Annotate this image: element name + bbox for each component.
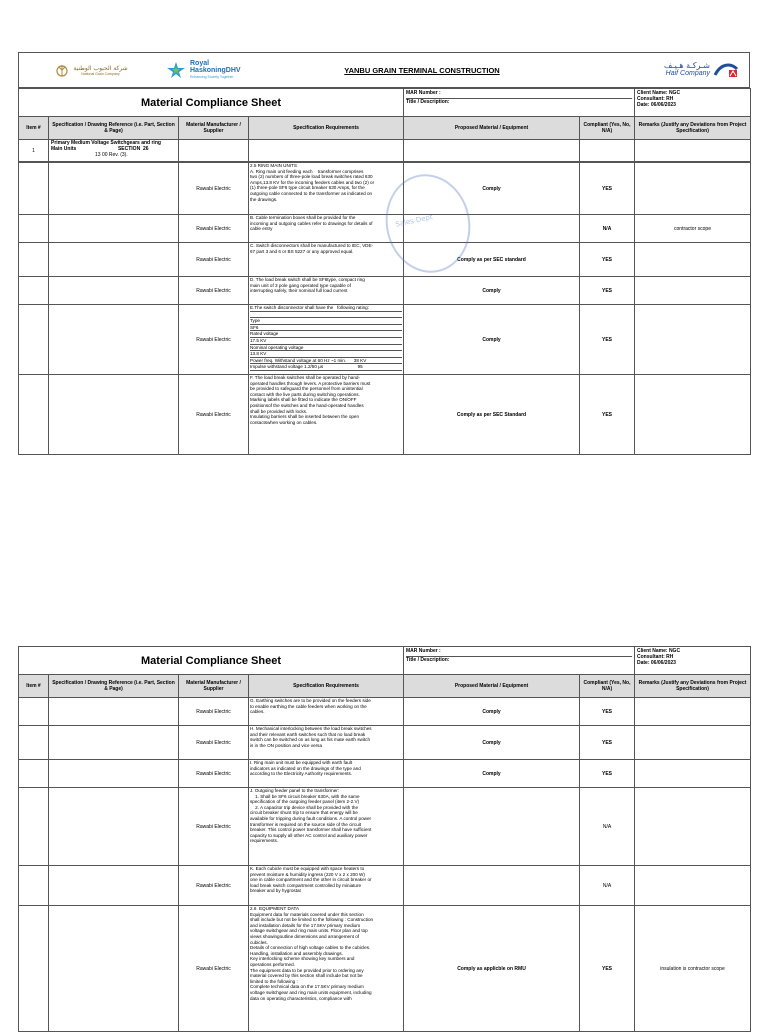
requirement-line: C. Switch disconnectors shall be manufactured to IEC, VDE- (250, 243, 374, 248)
page-1-body (18, 162, 751, 455)
requirement-line: K. Each cubicle must be equipped with space heaters to (250, 866, 365, 871)
compliant-cell: YES (580, 243, 635, 277)
proposed-cell (404, 788, 580, 866)
requirement-line: main unit of 3 pole gang operated type capable of (250, 282, 351, 288)
spec-ref-cell (49, 788, 179, 866)
haskoning-text: HaskoningDHV (190, 66, 241, 74)
spec-ref-cell (49, 277, 179, 305)
item-cell (19, 760, 49, 788)
compliant-cell: N/A (580, 788, 635, 866)
requirement-line: Rated voltage (250, 331, 402, 338)
requirement-line: cable entry (250, 226, 273, 232)
requirement-cell (249, 698, 404, 726)
requirement-line: F. The load break switches shall be operated by hand- (250, 375, 360, 380)
stamp-text: Sales Dept (394, 213, 434, 229)
requirement-line: The equipment data to be provided prior to ordering any (250, 967, 364, 973)
remarks-cell (635, 760, 751, 788)
requirement-line: J. Outgoing feeder panel to the transformer: (250, 788, 340, 793)
spec-ref-line: 13 00 Rev. (3). (95, 152, 128, 158)
remarks-cell (635, 305, 751, 375)
requirement-line: indicators as indicated on the drawings of the type and (250, 765, 361, 771)
requirement-line: two (2) numbers of three-pole load break switches rated 630 (250, 174, 373, 180)
requirement-line: A. Ring main unit feeding each transformer comprises (250, 168, 364, 174)
compliant-cell: YES (580, 698, 635, 726)
client-name: Client Name: NGC (637, 648, 681, 654)
haif-arabic: شـركـة هـيـف (663, 61, 710, 70)
col-spec-req: Specification Requirements (249, 117, 404, 140)
col-compliant: Compliant (Yes, No, N/A) (580, 675, 635, 698)
compliant-cell: YES (580, 277, 635, 305)
requirement-line: interrupting safely, their nominal full load current (250, 288, 348, 294)
requirement-cell (249, 243, 404, 277)
mar-block (404, 89, 635, 117)
requirement-line: requirements. (250, 838, 279, 844)
requirement-line: Amps,13.8 KV for the incoming feeders cables and two (2) or (250, 179, 375, 185)
requirement-line: breaker and by hygrostat (250, 888, 301, 894)
table-row (19, 375, 751, 455)
requirement-line: 17.5 KV (250, 338, 402, 345)
requirement-cell (249, 788, 404, 866)
requirement-line: shall include but not be limited to the following : Construction (250, 917, 374, 923)
requirement-line: voltage switchgear and ring main units equipment, including (250, 989, 372, 995)
table-row (19, 163, 751, 215)
requirement-line: shall be provided with locks. (250, 408, 308, 414)
requirement-line: 2.6 EQUIPMENT DATA (250, 906, 300, 911)
compliant-cell: N/A (580, 866, 635, 906)
client-name: Client Name: NGC (637, 90, 681, 96)
item-cell (19, 726, 49, 760)
requirement-line: transformer is required on the source side of the circuit (250, 821, 362, 827)
requirement-line: 13.8 KV (250, 351, 402, 358)
national-grain-logo (19, 53, 164, 88)
requirement-line: capacity to supply all other AC control and auxiliary power (250, 832, 368, 838)
sheet-header-1 (18, 88, 751, 162)
proposed-cell (404, 866, 580, 906)
spec-ref-cell (49, 243, 179, 277)
spec-ref-line: Primary Medium Voltage Switchgears and ring (51, 140, 161, 146)
compliant-cell: N/A (580, 215, 635, 243)
table-row (19, 243, 751, 277)
haif-emblem-icon (713, 61, 739, 79)
national-grain-arabic: شركة الحبوب الوطنية (73, 64, 128, 72)
requirement-line: D. The load break switch shall be SF6type, compact ring (250, 277, 365, 282)
proposed-cell: Comply (404, 305, 580, 375)
proposed-cell: Comply (404, 726, 580, 760)
requirement-line: specification of the outgoing feeder panel (item 2-2.V) (250, 799, 360, 805)
requirement-line: H. Mechanical interlocking between the load break switches (250, 726, 372, 731)
proposed-cell: Comply as per SEC Standard (404, 375, 580, 455)
compliant-cell: YES (580, 305, 635, 375)
manufacturer-cell: Rawabi Electric (179, 788, 249, 866)
requirement-line: 67 part 3 and 6 or BS 5227 or any approved equal. (250, 248, 354, 254)
haif-english: Haif Company (665, 70, 710, 77)
title-description: Title / Description: (406, 657, 450, 663)
remarks-cell (635, 866, 751, 906)
compliant-cell: YES (580, 375, 635, 455)
requirement-line: Key interlocking scheme showing key numbers and (250, 956, 355, 962)
requirement-line: material covered by this section shall include but not be (250, 973, 363, 979)
item-cell (19, 215, 49, 243)
requirement-line: Type (250, 318, 402, 325)
item-row (19, 140, 751, 162)
manufacturer-cell: Rawabi Electric (179, 866, 249, 906)
requirement-line: operations performed. (250, 961, 295, 967)
requirement-line: Equipment data for materials covered under this section (250, 911, 364, 917)
requirement-line: and installation details for the 17.5KV primary medium (250, 922, 361, 928)
requirement-line: the drawings. (250, 196, 278, 202)
spec-ref-cell (49, 163, 179, 215)
manufacturer-cell: Rawabi Electric (179, 726, 249, 760)
logo-header (18, 52, 750, 88)
consultant: Consultant: RH (637, 654, 674, 660)
requirement-line: incoming and outgoing cables refer to drawings for details of (250, 220, 373, 226)
requirement-line: 2. A capacitor trip device shall be provided with the (250, 804, 359, 810)
table-row (19, 788, 751, 866)
requirement-line: Impulse withstand voltage 1.2/50 µs 95 (250, 364, 402, 371)
requirement-cell (249, 760, 404, 788)
spec-ref-cell (49, 726, 179, 760)
star-logo-icon (165, 61, 187, 79)
proposed-cell: Comply (404, 277, 580, 305)
requirement-line: cubicles. (250, 939, 268, 945)
compliant-cell: YES (580, 163, 635, 215)
sheet-header-2 (18, 646, 751, 1032)
col-remarks: Remarks (Justify any Deviations from Project Specification) (635, 117, 751, 140)
remarks-cell (635, 163, 751, 215)
requirement-line: Power freq. Withstand voltage at 60 Hz ~1 min. 38 KV (250, 358, 402, 365)
manufacturer-cell: Rawabi Electric (179, 163, 249, 215)
requirement-line: Details of connection of high voltage cables to the cubicles. (250, 945, 371, 951)
spec-ref-cell (49, 866, 179, 906)
requirement-cell (249, 163, 404, 215)
mar-number: MAR Number : (406, 648, 632, 657)
item-cell (19, 375, 49, 455)
column-header-row (19, 117, 751, 140)
requirement-line: I. Ring main unit must be equipped with earth fault (250, 760, 353, 765)
project-title: YANBU GRAIN TERMINAL CONSTRUCTION (277, 53, 567, 88)
requirement-line: is in the ON position and vice versa (250, 742, 323, 748)
page-2 (18, 646, 750, 1032)
spec-ref-cell (49, 698, 179, 726)
requirement-cell (249, 726, 404, 760)
table-row (19, 726, 751, 760)
requirement-line: prevent moisture & humidity ingress (220 V x 2 x 200 W) (250, 871, 365, 877)
table-row (19, 277, 751, 305)
requirement-line: Nominal operating voltage (250, 345, 402, 352)
date: Date: 06/06/2023 (637, 660, 676, 666)
requirement-line: (1) three-pole SF6 type circuit breaker 630 Amps, for the (250, 185, 365, 191)
compliant-cell: YES (580, 760, 635, 788)
requirement-cell (249, 906, 404, 1032)
item-cell (19, 163, 49, 215)
manufacturer-cell: Rawabi Electric (179, 305, 249, 375)
client-block (635, 89, 751, 117)
consultant: Consultant: RH (637, 96, 674, 102)
national-grain-english: National Grain Company (81, 71, 120, 76)
manufacturer-cell: Rawabi Electric (179, 760, 249, 788)
mar-block (404, 647, 635, 675)
sheet-title: Material Compliance Sheet (19, 89, 404, 117)
requirement-line: E.The switch disconnector shall have the following rating: (250, 305, 402, 312)
manufacturer-cell: Rawabi Electric (179, 243, 249, 277)
item-number: 1 (19, 140, 49, 162)
col-compliant: Compliant (Yes, No, N/A) (580, 117, 635, 140)
col-manufacturer: Material Manufacturer / Supplier (179, 117, 249, 140)
requirement-cell (249, 866, 404, 906)
table-row (19, 215, 751, 243)
title-description: Title / Description: (406, 99, 450, 105)
table-row (19, 760, 751, 788)
requirement-line: and their relevant earth switches such that no load break (250, 731, 366, 737)
proposed-cell: Comply (404, 760, 580, 788)
requirement-line: Insulating barriers shall be inserted between the open (250, 414, 360, 420)
col-spec-ref: Specification / Drawing Reference (i.e. Part, Section & Page) (49, 675, 179, 698)
col-item: Item # (19, 675, 49, 698)
col-proposed: Proposed Material / Equipment (404, 117, 580, 140)
requirement-line: 2.5 RING MAIN UNITS (250, 163, 297, 168)
remarks-cell (635, 375, 751, 455)
requirement-line: circuit breaker shunt trip to ensure that energy will be (250, 810, 358, 816)
requirement-line: contact with the live parts during switching operations. (250, 391, 360, 397)
remarks-cell (635, 726, 751, 760)
spec-ref-cell (49, 375, 179, 455)
requirement-line: G. Earthing switches are to be provided on the feeders side (250, 698, 371, 703)
requirement-line: outgoing cable connected to the transformer as indicated on (250, 190, 373, 196)
manufacturer-cell: Rawabi Electric (179, 698, 249, 726)
col-proposed: Proposed Material / Equipment (404, 675, 580, 698)
requirement-line: cables. (250, 709, 265, 715)
manufacturer-cell: Rawabi Electric (179, 277, 249, 305)
spec-ref-cell (49, 760, 179, 788)
requirement-line: data on operating characteristics, compliance with (250, 995, 352, 1001)
col-spec-ref: Specification / Drawing Reference (i.e. Part, Section & Page) (49, 117, 179, 140)
requirement-line: Complete technical data on the 17.5KV primary medium (250, 984, 364, 990)
remarks-cell (635, 243, 751, 277)
item-cell (19, 788, 49, 866)
remarks-cell: contractor scope (635, 215, 751, 243)
royal-text: Royal (190, 59, 210, 67)
proposed-cell: Comply as applicble on RMU (404, 906, 580, 1032)
haif-company-logo (567, 53, 750, 88)
requirement-line: 1. Shall be SF6 circuit breaker 630A, with the same (250, 793, 360, 799)
requirement-line: positionsof the switches and the hand-operated handles (250, 402, 364, 408)
item-cell (19, 243, 49, 277)
item-cell (19, 906, 49, 1032)
manufacturer-cell: Rawabi Electric (179, 375, 249, 455)
item-cell (19, 305, 49, 375)
col-spec-req: Specification Requirements (249, 675, 404, 698)
proposed-cell: Comply (404, 698, 580, 726)
requirement-line: Marking labels shall be fitted to indicate the ON/OFF (250, 397, 357, 403)
table-row (19, 866, 751, 906)
requirement-line: views showingoutline dimensions and arrangement of (250, 933, 360, 939)
requirement-line: be provided to safeguard the personnel from unintential (250, 386, 363, 392)
requirement-line: load break switch compartment controlled by miniature (250, 882, 362, 888)
requirement-line (250, 312, 402, 319)
proposed-cell (404, 215, 580, 243)
requirement-line: voltage switchgear and ring main units. Floor plan and top (250, 928, 368, 934)
requirement-line: one in cable compartment and the other in circuit breaker or (250, 877, 372, 883)
remarks-cell (635, 698, 751, 726)
haskoning-tagline: Enhancing Society Together (190, 74, 234, 79)
col-manufacturer: Material Manufacturer / Supplier (179, 675, 249, 698)
date: Date: 06/06/2023 (637, 102, 676, 108)
col-item: Item # (19, 117, 49, 140)
table-row (19, 698, 751, 726)
requirement-line: to enable earthing the cable feeders when working on the (250, 703, 367, 709)
item-cell (19, 698, 49, 726)
proposed-cell: Comply (404, 163, 580, 215)
requirement-line: contactswhen working on cables. (250, 419, 318, 425)
compliant-cell: YES (580, 726, 635, 760)
remarks-cell (635, 277, 751, 305)
spec-ref-cell (49, 906, 179, 1032)
proposed-cell: Comply as per SEC standard (404, 243, 580, 277)
manufacturer-cell: Rawabi Electric (179, 215, 249, 243)
requirement-cell (249, 277, 404, 305)
item-spec-ref (49, 140, 179, 162)
client-block (635, 647, 751, 675)
requirement-line: B. Cable termination boxes shall be provided for the (250, 215, 356, 220)
wheat-emblem-icon (54, 63, 70, 77)
column-header-row (19, 675, 751, 698)
manufacturer-cell: Rawabi Electric (179, 906, 249, 1032)
compliant-cell: YES (580, 906, 635, 1032)
requirement-cell (249, 305, 404, 375)
remarks-cell: insulation is contractor scope (635, 906, 751, 1032)
requirement-line: available for tripping during fault conditions. A control power (250, 815, 372, 821)
spec-ref-cell (49, 215, 179, 243)
requirement-line: operated handles through levers. A protective barriers must (250, 380, 371, 386)
table-row (19, 906, 751, 1032)
spec-ref-cell (49, 305, 179, 375)
mar-number: MAR Number : (406, 90, 632, 99)
requirement-line: Handling, installation and assembly drawings. (250, 950, 343, 956)
requirement-cell (249, 375, 404, 455)
remarks-cell (635, 788, 751, 866)
col-remarks: Remarks (Justify any Deviations from Project Specification) (635, 675, 751, 698)
item-cell (19, 866, 49, 906)
requirement-line: switch can be switched on as long as his mate earth switch (250, 737, 371, 743)
requirement-line: breaker. This control power transformer shall have sufficient (250, 827, 372, 833)
spec-ref-line: Main Units SECTION 26 (51, 146, 149, 152)
sheet-title: Material Compliance Sheet (19, 647, 404, 675)
requirement-line: according to the Electricity Authority requirements. (250, 771, 353, 777)
page-1 (18, 52, 750, 455)
requirement-line: limited to the following : (250, 978, 298, 984)
table-row (19, 305, 751, 375)
royal-haskoning-logo (163, 53, 277, 88)
requirement-cell (249, 215, 404, 243)
requirement-line: SF6 (250, 325, 402, 332)
item-cell (19, 277, 49, 305)
